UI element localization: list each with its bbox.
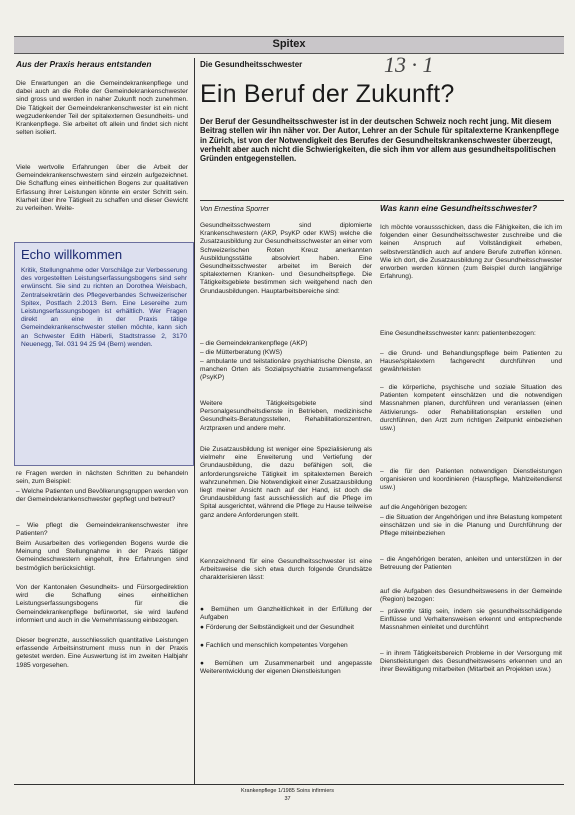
right-list-2-item-1: – die Situation der Angehörigen und ihre Belastung kompetent einschätzen und sie in die Planung und Durchführung der Pflege miteinbeziehen: [380, 514, 562, 538]
right-list-3-item-1: – präventiv tätig sein, indem sie gesundheitsschädigende Einflüsse und Verhaltensweisen erkennt und entsprechende Massnahmen einleitet und durchführt: [380, 608, 562, 632]
right-paragraph-1: Ich möchte voraussschicken, dass die Fähigkeiten, die ich im folgenden einer Gesundheitsschwester zuschreibe und die keinen Anspruch auf Vollständigkeit erheben, selbstverständlich auch auf andere Berufe zutreffen können. Wie ich dort, die Zusatzausbildung zur Gesundheitsschwester erworben werden können (zum Beispiel durch langjährige Erfahrung).: [380, 224, 562, 281]
article-headline: Ein Beruf der Zukunft?: [200, 80, 455, 108]
footer-rule: [14, 784, 564, 785]
left-heading: Aus der Praxis heraus entstanden: [16, 59, 152, 69]
left-paragraph-2: Viele wertvolle Erfahrungen über die Arbeit der Gemeindekrankenschwestern sind einzeln aufgezeichnet. Die Schaffung eines einheitlichen Bogens zur qualitativen Erfassung ihrer Leistungen könnte ein erster Schritt sein. Klarheit über ihre Tätigkeit zu schaffen und dieser Gewicht zu verleihen. Weite-: [16, 164, 188, 213]
section-header-bar: [14, 36, 564, 54]
footer-source: Krankenpflege 1/1985 Soins infirmiers: [241, 788, 334, 794]
handwritten-note: [380, 48, 460, 82]
footer-page-number: 37: [284, 796, 291, 802]
middle-bullet-1: ● Bemühen um Ganzheitlichkeit in der Erfüllung der Aufgaben: [200, 606, 372, 622]
left-paragraph-4: Beim Ausarbeiten des vorliegenden Bogens wurde die Meinung und Stellungnahme in der Praxis tätiger Gemeindeschwestern eingeholt, ihre Erfahrungen sind bestmöglich berücksichtigt.: [16, 540, 188, 572]
echo-box-title: Echo willkommen: [21, 247, 123, 262]
left-paragraph-5: Von der Kantonalen Gesundheits- und Fürsorgedirektion wird die Schaffung eines einheitlichen Leistungserfassungsbogens für die Gemeindekrankenpflege befürwortet, sie wird laufend informiert und auch in die Vernehmlassung einbezogen.: [16, 584, 188, 624]
middle-paragraph-2: Weitere Tätigkeitsgebiete sind Personalgesundheitsdienste in Betrieben, medizinische Gesundheits-Beratungsstellen, Rehabilitationszentren, Arztpraxen und andere mehr.: [200, 400, 372, 432]
article-lead: Der Beruf der Gesundheitsschwester ist in der deutschen Schweiz noch recht jung. Mit diesem Beitrag stellen wir ihn näher vor. Der Autor, Lehrer an der Schule für spitalexterne Krankenpflege in Zürich, ist von der Notwendigkeit des Berufes der Gesundheitskrankenschwester überzeugt, verhehlt aber auch nicht die Schwierigkeiten, die sich ihm vor allem aus gesundheitspolitischen Gründen entgegenstellen.: [200, 117, 559, 164]
right-paragraph-2: Eine Gesundheitsschwester kann: patientenbezogen:: [380, 330, 536, 337]
echo-box: [14, 242, 194, 466]
article-kicker: Die Gesundheitsschwester: [200, 60, 303, 69]
middle-paragraph-4: Kennzeichnend für eine Gesundheitsschwester ist eine Arbeitsweise die sich etwa durch folgende Grundsätze charakterisieren lässt:: [200, 558, 372, 582]
middle-bullet-2: ● Förderung der Selbständigkeit und der Gesundheit: [200, 624, 354, 631]
middle-bullet-4: ● Bemühen um Zusammenarbeit und angepasste Weiterentwicklung der eigenen Dienstleistungen: [200, 660, 372, 676]
right-heading: Was kann eine Gesundheitsschwester?: [380, 203, 538, 213]
echo-box-text: Kritik, Stellungnahme oder Vorschläge zur Verbesserung des vorgestellten Leistungserfassungsbogens sind sehr erwünscht. Sie sind zu richten an Dorothea Weisbach, Zentralsekretärin des Pflegeverbandes Schweizerischer Spitex, Postfach 2.2013 Bern. Eine Lesereihe zum Leistungserfassungsbogen ist erhältlich. Wer Fragen direkt an eine in der Praxis tätige Gemeindekrankenschwester stellen möchte, kann sich an Schwester Edith Häberli, Stadtstrasse 2, 3170 Neuenegg, Tel. 031 94 25 94 (Bern) wenden.: [21, 267, 187, 348]
middle-paragraph-3: Die Zusatzausbildung ist weniger eine Spezialisierung als vielmehr eine Erweiterung und Vertiefung der Grundausbildung, die dazu befähigen soll, die anforderungsreiche Tätigkeit im spitalexternen Bereich wahrzunehmen. Die Notwendigkeit einer Zusatzausbildung liegt meiner Ansicht nach auf der Hand, ist doch die Grundausbildung fast ausschliesslich auf die Pflege im Spital ausgerichtet, während die Pflege zu Hause teilweise ganz andere Anforderungen stellt.: [200, 446, 372, 519]
left-bullet-2: – Wie pflegt die Gemeindekrankenschwester ihre Patienten?: [16, 522, 188, 538]
middle-list-item-1: – die Gemeindekrankenpflege (AKP): [200, 340, 308, 347]
right-list-3-item-2: – in ihrem Tätigkeitsbereich Probleme in der Versorgung mit Dienstleistungen des Gesundheitswesens erkennen und an ihrer Bewältigung mitarbeiten (Mitarbeit an Projekten usw.): [380, 650, 562, 674]
middle-paragraph-1: Gesundheitsschwestern sind diplomierte Krankenschwestern (AKP, PsyKP oder KWS) welche die Zusatzausbildung zur Gesundheitsschwester an einer vom Schweizerischen Roten Kreuz anerkannten Ausbildungsstätte absolviert haben. Eine Gesundheitsschwester arbeitet im Bereich der spitalexternen Kranken- und Gesundheitspflege. Die Tätigkeitsgebiete bestimmen sich weitgehend nach den Grundausbildungen. Hauptarbeitsbereiche sind:: [200, 222, 372, 295]
right-paragraph-3: auf die Angehörigen bezogen:: [380, 504, 468, 511]
middle-list-item-3: – ambulante und teilstationäre psychiatrische Dienste, an manchen Orten als Sozialpsychiatrie zusammengefasst (PsyKP): [200, 358, 372, 382]
middle-list-item-2: – die Mütterberatung (KWS): [200, 349, 283, 356]
handwritten-note-text: 13 · 1: [384, 52, 434, 77]
right-list-1-item-1: – die Grund- und Behandlungspflege beim Patienten zu Hause/spitalextern fachgerecht durchführen und gewährleisten: [380, 350, 562, 374]
right-list-1-item-3: – die für den Patienten notwendigen Dienstleistungen organisieren und koordinieren (Hauspflege, Mahlzeitendienst usw.): [380, 468, 562, 492]
middle-bullet-3: ● Fachlich und menschlich kompetentes Vorgehen: [200, 642, 348, 649]
left-paragraph-1: Die Erwartungen an die Gemeindekrankenpflege und dabei auch an die Rolle der Gemeindekrankenschwester sind gross und werden in naher Zukunft noch zunehmen. Die Tätigkeit der Gemeindekrankenschwester ist ein nicht wegzudenkender Teil der spitalexternen Gesundheits- und Krankenpflege. Sie arbeitet oft allein und findet sich nicht selten isoliert.: [16, 80, 188, 137]
left-paragraph-3: re Fragen werden in nächsten Schritten zu behandeln sein, zum Beispiel:: [16, 470, 188, 486]
section-title: Spitex: [272, 38, 306, 50]
right-list-2-item-2: – die Angehörigen beraten, anleiten und unterstützen in der Betreuung der Patienten: [380, 556, 562, 572]
article-byline: Von Ernestina Sporrer: [200, 206, 269, 213]
lead-rule: [200, 200, 564, 201]
column-rule-left: [194, 58, 195, 785]
left-paragraph-6: Dieser begrenzte, ausschliesslich quantitative Leistungen erfassende Arbeitsinstrument muss nun in der Praxis getestet werden. Eine Auswertung ist im zweiten Halbjahr 1985 vorgesehen.: [16, 637, 188, 669]
left-bullet-1: – Welche Patienten und Bevölkerungsgruppen werden von der Gemeindekrankenschwester gepflegt und betreut?: [16, 488, 188, 504]
right-paragraph-4: auf die Aufgaben des Gesundheitswesens in der Gemeinde (Region) bezogen:: [380, 588, 562, 604]
right-list-1-item-2: – die körperliche, psychische und soziale Situation des Patienten kompetent einschätzen und die notwendigen Massnahmen planen, durchführen und veranlassen (einen Aktivierungs- oder Rehabilitationsplan erstellen und durchführen, den Arzt zum richtigen Zeitpunkt einbeziehen usw.): [380, 384, 562, 433]
